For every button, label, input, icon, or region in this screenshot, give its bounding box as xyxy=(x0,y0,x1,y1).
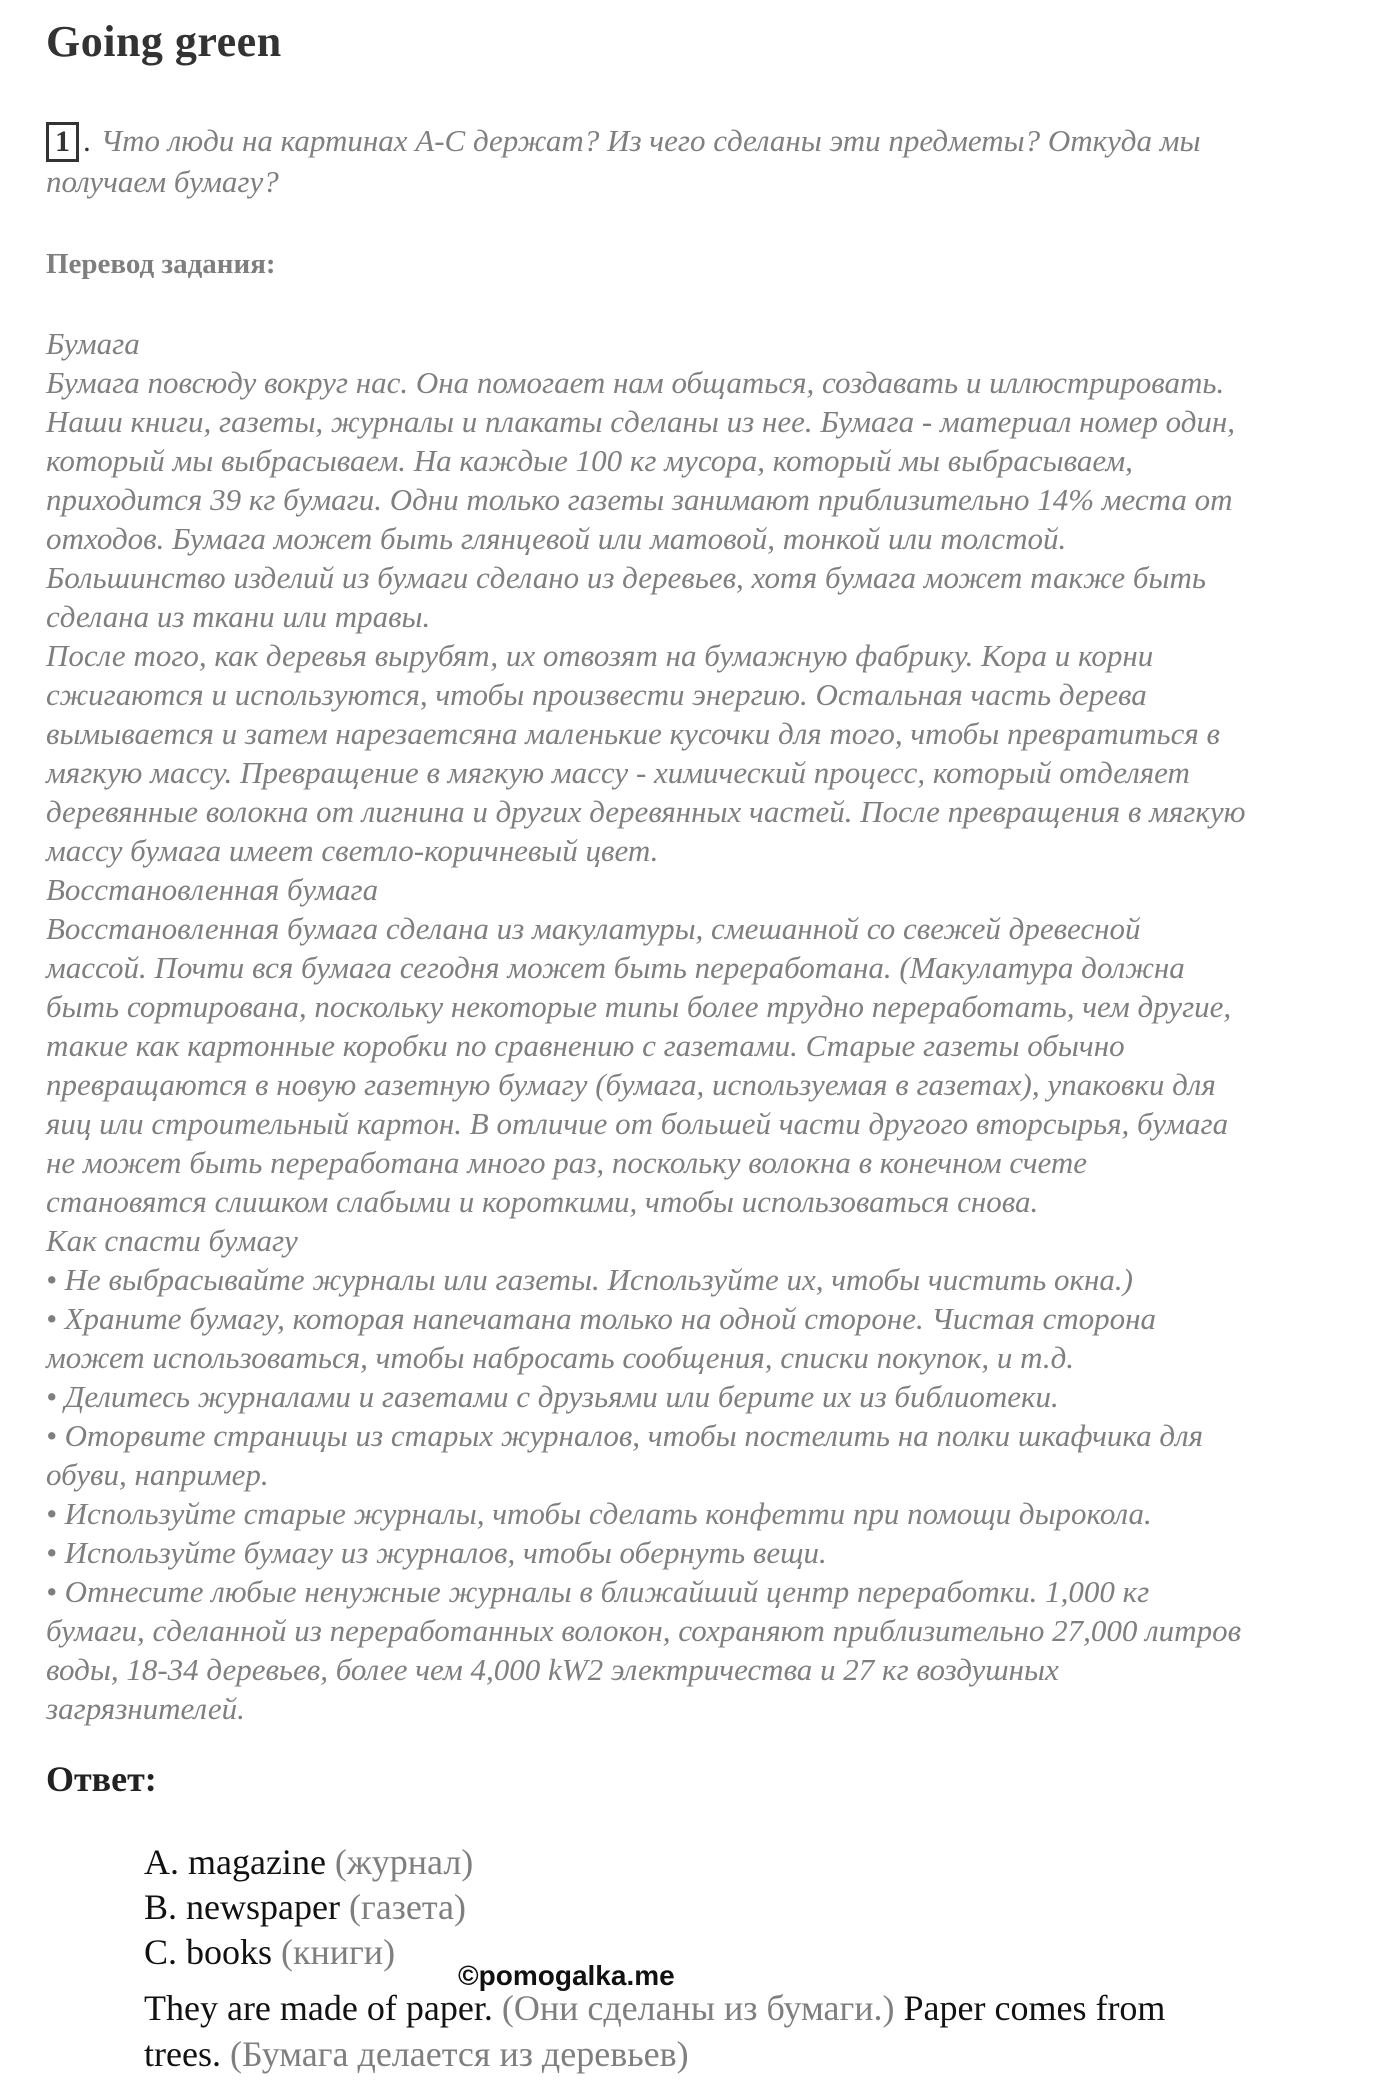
final-ru-1: (Они сделаны из бумаги.) xyxy=(501,1988,895,2028)
body-line: превращаются в новую газетную бумагу (бумага, используемая в газетах), упаковки для xyxy=(46,1067,1216,1102)
body-line: • Оторвите страницы из старых журналов, чтобы постелить на полки шкафчика для xyxy=(46,1418,1204,1453)
body-line: бумаги, сделанной из переработанных волокон, сохраняют приблизительно 27,000 литров xyxy=(46,1613,1242,1648)
body-line: • Не выбрасывайте журналы или газеты. Используйте их, чтобы чистить окна.) xyxy=(46,1262,1133,1297)
body-line: приходится 39 кг бумаги. Одни только газеты занимают приблизительно 14% места от xyxy=(46,482,1233,517)
body-line: вымывается и затем нарезаетсяна маленькие кусочки для того, чтобы превратиться в xyxy=(46,716,1220,751)
body-line: деревянные волокна от лигнина и других деревянных частей. После превращения в мягкую xyxy=(46,794,1246,829)
task-number-badge: 1 xyxy=(46,122,79,162)
final-en-1: They are made of paper. xyxy=(144,1988,493,2028)
final-en-2: Paper comes from xyxy=(903,1988,1166,2028)
translation-body xyxy=(46,324,1366,1728)
answer-list xyxy=(144,1840,473,1975)
task-number-dot: . xyxy=(83,123,91,158)
body-line: Бумага повсюду вокруг нас. Она помогает нам общаться, создавать и иллюстрировать. xyxy=(46,365,1225,400)
body-line: • Храните бумагу, которая напечатана только на одной стороне. Чистая сторона xyxy=(46,1301,1157,1336)
body-line: воды, 18-34 деревьев, более чем 4,000 kW2 электричества и 27 кг воздушных xyxy=(46,1652,1059,1687)
body-line: который мы выбрасываем. На каждые 100 кг мусора, который мы выбрасываем, xyxy=(46,443,1133,478)
watermark: ©pomogalka.me xyxy=(458,1960,675,1991)
body-line: • Используйте старые журналы, чтобы сделать конфетти при помощи дырокола. xyxy=(46,1496,1152,1531)
body-line: • Отнесите любые ненужные журналы в ближайший центр переработки. 1,000 кг xyxy=(46,1574,1150,1609)
body-line: не может быть переработана много раз, поскольку волокна в конечном счете xyxy=(46,1145,1087,1180)
body-line: мягкую массу. Превращение в мягкую массу - химический процесс, который отделяет xyxy=(46,755,1190,790)
body-line: Восстановленная бумага xyxy=(46,872,379,907)
answer-ru: (книги) xyxy=(281,1932,396,1972)
task-text-line-2: получаем бумагу? xyxy=(46,164,279,199)
body-line: Бумага xyxy=(46,326,140,361)
body-line: быть сортирована, поскольку некоторые типы более трудно переработать, чем другие, xyxy=(46,989,1232,1024)
final-answer xyxy=(144,1985,1384,2077)
task-text-line-1: Что люди на картинах A-C держат? Из чего сделаны эти предметы? Откуда мы xyxy=(100,123,1201,158)
body-line: Как спасти бумагу xyxy=(46,1223,298,1258)
final-line-1 xyxy=(144,1985,1384,2031)
body-line: массу бумага имеет светло-коричневый цвет. xyxy=(46,833,659,868)
body-line: может использоваться, чтобы набросать сообщения, списки покупок, и т.д. xyxy=(46,1340,1075,1375)
final-ru-2: (Бумага делается из деревьев) xyxy=(229,2034,689,2074)
body-line: сжигаются и используются, чтобы произвести энергию. Остальная часть дерева xyxy=(46,677,1147,712)
answer-item-c xyxy=(144,1930,473,1975)
body-line: Наши книги, газеты, журналы и плакаты сделаны из нее. Бумага - материал номер один, xyxy=(46,404,1236,439)
body-line: После того, как деревья вырубят, их отвозят на бумажную фабрику. Кора и корни xyxy=(46,638,1154,673)
body-line: массой. Почти вся бумага сегодня может быть переработана. (Макулатура должна xyxy=(46,950,1185,985)
answer-item-a xyxy=(144,1840,473,1885)
body-line: Большинство изделий из бумаги сделано из деревьев, хотя бумага может также быть xyxy=(46,560,1206,595)
answer-en: C. books xyxy=(144,1932,273,1972)
body-line: Восстановленная бумага сделана из макулатуры, смешанной со свежей древесной xyxy=(46,911,1141,946)
body-line: сделана из ткани или травы. xyxy=(46,599,431,634)
body-line: загрязнителей. xyxy=(46,1691,245,1726)
answer-ru: (газета) xyxy=(348,1887,467,1927)
body-line: такие как картонные коробки по сравнению с газетами. Старые газеты обычно xyxy=(46,1028,1125,1063)
answer-ru: (журнал) xyxy=(334,1842,474,1882)
final-en-3: trees. xyxy=(144,2034,221,2074)
body-line: отходов. Бумага может быть глянцевой или матовой, тонкой или толстой. xyxy=(46,521,1067,556)
answer-heading: Ответ: xyxy=(46,1759,157,1799)
final-line-2 xyxy=(144,2031,1384,2077)
page-title: Going green xyxy=(46,17,282,66)
task-block xyxy=(46,121,1346,201)
body-line: • Делитесь журналами и газетами с друзьями или берите их из библиотеки. xyxy=(46,1379,1059,1414)
body-line: обуви, например. xyxy=(46,1457,269,1492)
answer-en: A. magazine xyxy=(144,1842,326,1882)
translation-heading: Перевод задания: xyxy=(46,248,276,280)
body-line: становятся слишком слабыми и короткими, чтобы использоваться снова. xyxy=(46,1184,1039,1219)
body-line: • Используйте бумагу из журналов, чтобы обернуть вещи. xyxy=(46,1535,827,1570)
answer-item-b xyxy=(144,1885,473,1930)
answer-en: B. newspaper xyxy=(144,1887,340,1927)
body-line: яиц или строительный картон. В отличие от большей части другого вторсырья, бумага xyxy=(46,1106,1229,1141)
